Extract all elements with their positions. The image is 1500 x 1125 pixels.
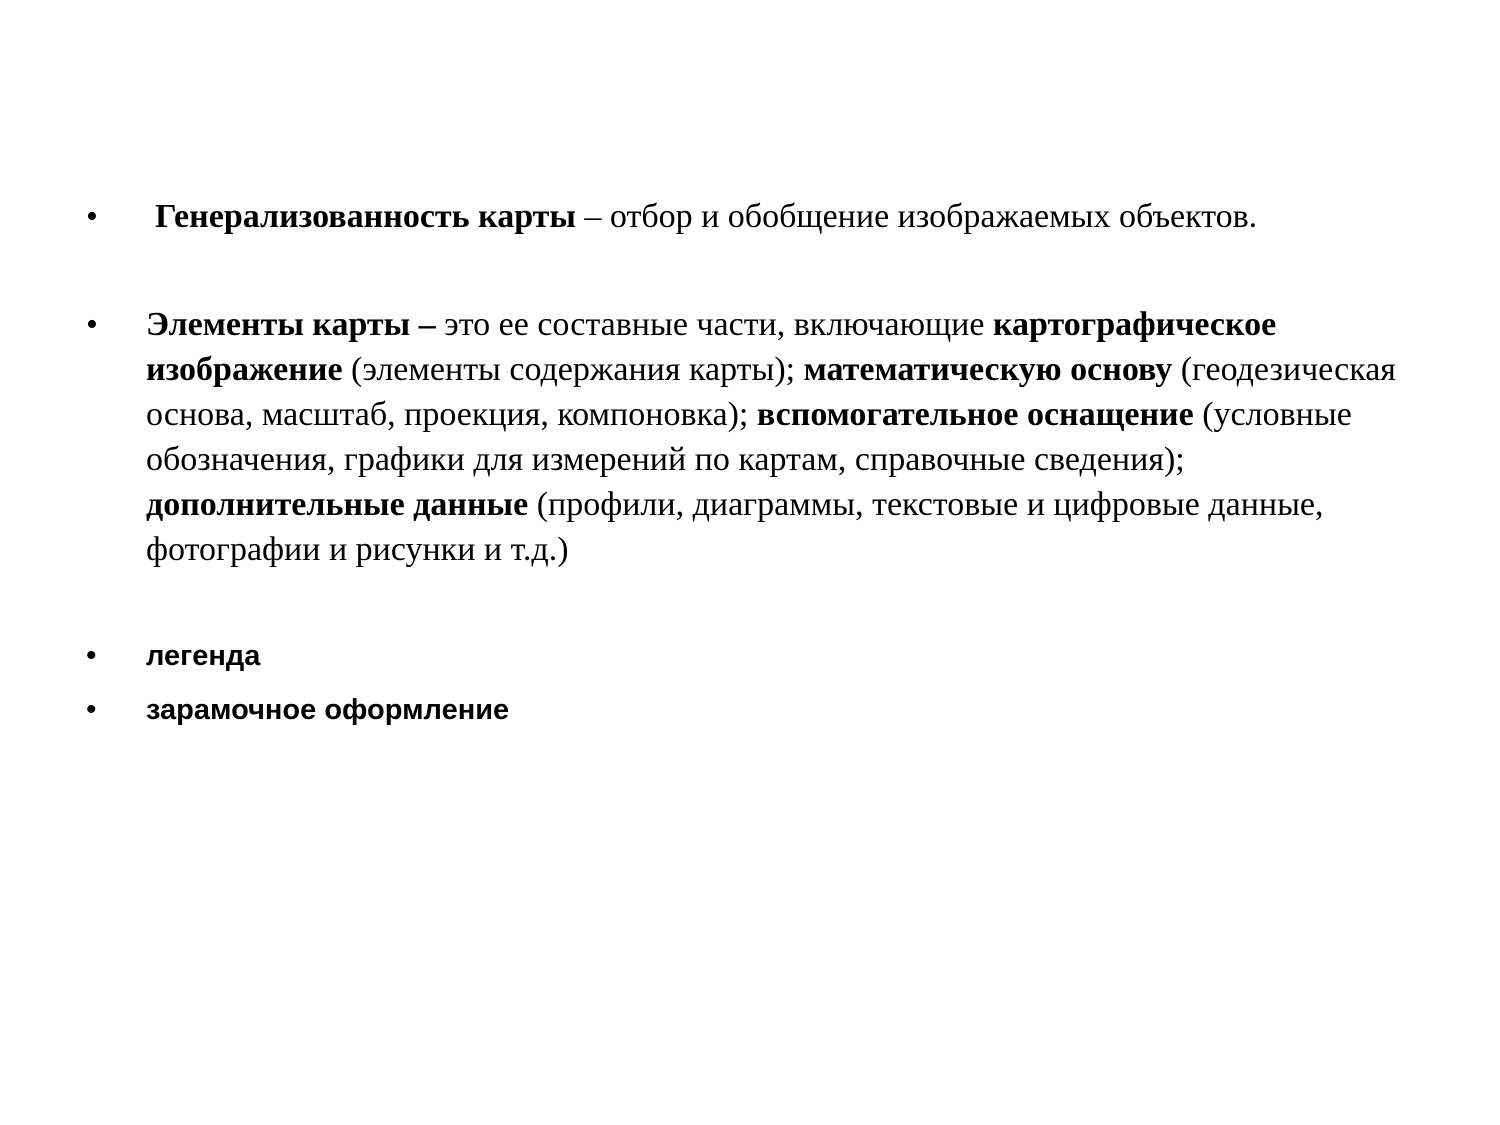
term-auxiliary-equipment: вспомогательное оснащение [756,396,1194,433]
term-map-elements: Элементы карты – [146,306,436,343]
bullet-marker: • [86,306,98,343]
text-segment: (геодезическая основа, масштаб, проекция, компоновка); [146,351,1396,433]
definition-generalization: – отбор и обобщение изображаемых объектов. [575,198,1258,235]
term-generalization: Генерализованность карты [155,198,576,235]
bullet-marker: • [86,639,97,672]
term-mathematical-basis: математическую основу [803,351,1173,388]
term-additional-data: дополнительные данные [146,486,529,523]
bullet-item-frame-design: зарамочное оформление [146,694,510,726]
text-segment: это ее составные части, включающие [435,306,993,343]
text-segment: (условные обозначения, графики для измерений по картам, справочные сведения); [146,396,1352,478]
bullet-item-legend: легенда [146,640,261,672]
bullet-marker: • [86,198,98,235]
bullet-marker: • [86,693,97,726]
bullet-item-map-elements [146,302,1436,572]
bullet-item-generalization [155,194,1445,239]
term-cartographic-image: картографическое изображение [146,306,1277,388]
text-segment: (профили, диаграммы, текстовые и цифровые данные, фотографии и рисунки и т.д.) [146,486,1324,568]
text-segment: (элементы содержания карты); [342,351,804,388]
